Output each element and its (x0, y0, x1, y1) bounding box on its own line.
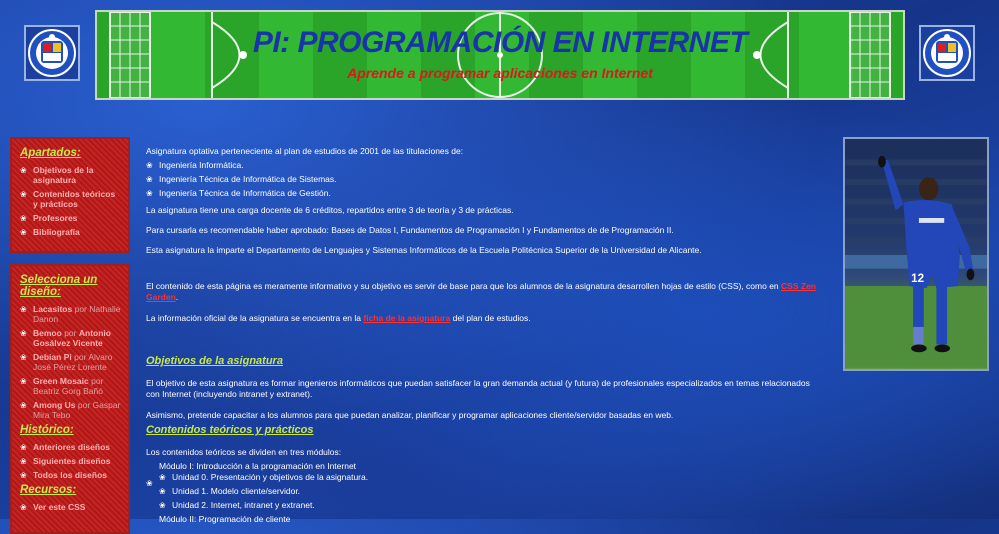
design-item: ❀ Lacasitos por Nathalie Danon (20, 304, 121, 324)
history-link[interactable]: Todos los diseños (33, 470, 107, 480)
getafe-crest-right (919, 25, 975, 81)
resource-item[interactable] (20, 502, 122, 512)
flower-bullet-icon: ❀ (159, 473, 166, 482)
flower-bullet-icon: ❀ (20, 166, 27, 175)
objetivos-text-1: El objetivo de esta asignatura es formar ingenieros informáticos que puedan satisfacer la gran demanda actual (y futura) de profesionales especializados en temas relacionados con Internet (incluyendo intranet y extranet). (146, 378, 810, 399)
modulos-list (146, 461, 821, 525)
design-item: ❀ Among Us por Gaspar Mira Tebo (20, 400, 121, 420)
history-item[interactable] (20, 456, 122, 466)
design-link[interactable]: Green Mosaic (33, 376, 89, 386)
player-figure-icon (845, 139, 987, 369)
design-author: Gaspar Mira Tebo (33, 400, 121, 420)
flower-bullet-icon: ❀ (20, 457, 27, 466)
design-item: ❀ Debian Pi por Alvaro José Pérez Lorente (20, 352, 113, 372)
intro-text: Asignatura optativa perteneciente al plan de estudios de 2001 de las titulaciones de: (146, 146, 464, 156)
flower-bullet-icon: ❀ (20, 190, 27, 199)
apartados-heading: Apartados: (20, 147, 81, 159)
flower-bullet-icon: ❀ (20, 471, 27, 480)
flower-bullet-icon: ❀ (20, 443, 27, 452)
oficial-text: La información oficial de la asignatura se encuentra en la ficha de la asignatura del plan de estudios. (146, 313, 531, 323)
header-banner (95, 10, 905, 100)
flower-bullet-icon: ❀ (146, 189, 153, 198)
objetivos-heading: Objetivos de la asignatura (146, 355, 283, 367)
design-item: ❀ Green Mosaic por Beatriz Gorg Bañó (20, 376, 104, 396)
sidebar-item-objetivos[interactable] (20, 165, 122, 185)
getafe-crest-left (24, 25, 80, 81)
getafe-crest-icon (27, 28, 77, 78)
design-link[interactable]: Debian Pi (33, 352, 72, 362)
player-photo (843, 137, 989, 371)
resource-link[interactable]: Ver este CSS (33, 502, 86, 512)
unidad-item: ❀ Unidad 1. Modelo cliente/servidor. (159, 486, 301, 496)
ficha-asignatura-link[interactable]: ficha de la asignatura (363, 313, 451, 323)
modulo-title: Módulo I: Introducción a la programación en Internet (159, 461, 357, 471)
css-zen-garden-link[interactable]: CSS Zen Garden (146, 281, 816, 302)
titulacion-item: ❀ Ingeniería Informática. (146, 160, 244, 170)
flower-bullet-icon: ❀ (20, 329, 27, 338)
flower-bullet-icon: ❀ (146, 161, 153, 170)
sidebar-item-profesores[interactable] (20, 213, 122, 223)
flower-bullet-icon: ❀ (20, 503, 27, 512)
design-author: Nathalie Danon (33, 304, 121, 324)
departamento-text: Esta asignatura la imparte el Departamento de Lenguajes y Sistemas Informáticos de la Escuela Politécnica Superior de la Universidad de Alicante. (146, 245, 702, 255)
page-subtitle: Aprende a programar aplicaciones en Internet (347, 65, 653, 81)
sidebar-link[interactable]: Bibliografía (33, 227, 80, 237)
flower-bullet-icon: ❀ (159, 501, 166, 510)
modulo-title: Módulo II: Programación de cliente (159, 514, 291, 524)
history-link[interactable]: Anteriores diseños (33, 442, 110, 452)
flower-bullet-icon: ❀ (20, 228, 27, 237)
contenidos-heading: Contenidos teóricos y prácticos (146, 424, 314, 436)
requisitos-text: Para cursarla es recomendable haber aprobado: Bases de Datos I, Fundamentos de Programación I y Fundamentos de de Programación II. (146, 225, 674, 235)
design-item: ❀ Bemoo por Antonio Gosálvez Vicente (20, 328, 111, 348)
flower-bullet-icon: ❀ (20, 305, 27, 314)
titulacion-item: ❀ Ingeniería Técnica de Informática de Gestión. (146, 188, 331, 198)
carga-text: La asignatura tiene una carga docente de 6 créditos, repartidos entre 3 de teoría y 3 de prácticas. (146, 205, 514, 215)
svg-text:12: 12 (911, 272, 925, 286)
design-author: Beatriz Gorg Bañó (33, 386, 103, 396)
flower-bullet-icon: ❀ (159, 487, 166, 496)
titulacion-item: ❀ Ingeniería Técnica de Informática de Sistemas. (146, 174, 337, 184)
sidebar-link[interactable]: Objetivos de la asignatura (33, 165, 94, 185)
flower-bullet-icon: ❀ (146, 479, 153, 488)
flower-bullet-icon: ❀ (20, 401, 27, 410)
page-title: PI: PROGRAMACIÓN EN INTERNET (252, 26, 748, 59)
contenidos-intro: Los contenidos teóricos se dividen en tres módulos: (146, 447, 342, 457)
history-link[interactable]: Siguientes diseños (33, 456, 111, 466)
flower-bullet-icon: ❀ (20, 353, 27, 362)
unidad-item: ❀ Unidad 2. Internet, intranet y extranet. (159, 500, 315, 510)
sidebar-item-bibliografia[interactable] (20, 227, 122, 237)
design-link[interactable]: Bemoo (33, 328, 62, 338)
getafe-crest-icon (922, 28, 972, 78)
objetivos-text-2: Asimismo, pretende capacitar a los alumnos para que puedan analizar, planificar y programar aplicaciones cliente/servidor basadas en web. (146, 410, 674, 420)
disenos-heading: Selecciona un diseño: (20, 274, 98, 298)
sidebar-link[interactable]: Profesores (33, 213, 78, 223)
history-item[interactable] (20, 442, 122, 452)
unidad-item: ❀ Unidad 0. Presentación y objetivos de la asignatura. (159, 472, 369, 482)
design-author-link[interactable]: Antonio Gosálvez Vicente (33, 328, 111, 348)
contenido-text: El contenido de esta página es meramente informativo y su objetivo es servir de base para que los alumnos de la asignatura desarrollen hojas de estilo (CSS), como en CSS Zen Garden. (146, 281, 816, 302)
sidebar-item-contenidos[interactable] (20, 189, 122, 209)
sidebar-link[interactable]: Contenidos teóricos y prácticos (33, 189, 116, 209)
design-link[interactable]: Among Us (33, 400, 76, 410)
design-author: Alvaro José Pérez Lorente (33, 352, 113, 372)
sidebar-disenos (10, 264, 130, 534)
flower-bullet-icon: ❀ (20, 377, 27, 386)
design-link[interactable]: Lacasitos (33, 304, 73, 314)
recursos-heading: Recursos: (20, 484, 77, 496)
historico-heading: Histórico: (20, 424, 74, 436)
history-item[interactable] (20, 470, 122, 480)
flower-bullet-icon: ❀ (146, 175, 153, 184)
flower-bullet-icon: ❀ (20, 214, 27, 223)
sidebar-apartados (10, 137, 130, 253)
